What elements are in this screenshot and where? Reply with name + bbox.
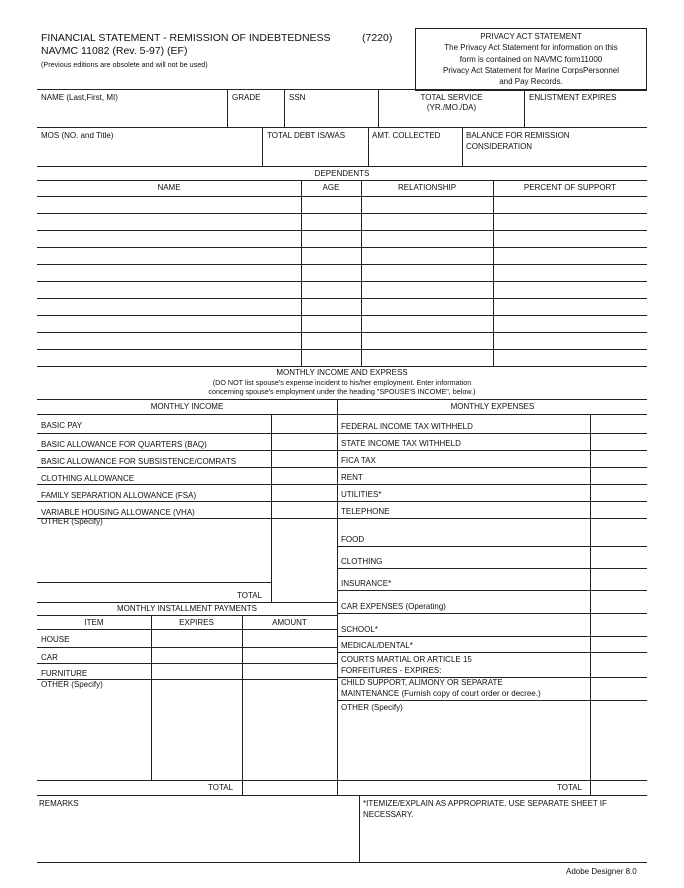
child-support-label-2: MAINTENANCE (Furnish copy of court order or decree.): [341, 689, 541, 698]
grade-field[interactable]: [228, 90, 284, 127]
expense-amount-input[interactable]: [591, 451, 647, 467]
income-item-label: FAMILY SEPARATION ALLOWANCE (FSA): [41, 491, 197, 500]
total-service-label: TOTAL SERVICE: [420, 93, 483, 102]
dependent-age-cell[interactable]: [302, 265, 361, 281]
name-field[interactable]: [37, 90, 227, 127]
installment-amount-input[interactable]: [243, 664, 337, 679]
installment-item-label: FURNITURE: [41, 669, 88, 678]
balance-label: BALANCE FOR REMISSION: [466, 131, 570, 140]
installments-header-item: ITEM: [84, 618, 104, 627]
software-footer: Adobe Designer 8.0: [566, 867, 637, 876]
dependent-name-cell[interactable]: [37, 299, 301, 315]
expense-item-label: STATE INCOME TAX WITHHELD: [341, 439, 461, 448]
privacy-title: PRIVACY ACT STATEMENT: [480, 32, 582, 41]
expense-item-label: INSURANCE*: [341, 579, 392, 588]
dependent-percent-cell[interactable]: [494, 248, 647, 264]
expense-item-label: CAR EXPENSES (Operating): [341, 602, 446, 611]
installment-amount-input[interactable]: [243, 648, 337, 663]
expense-amount-input[interactable]: [591, 591, 647, 613]
dependent-name-cell[interactable]: [37, 214, 301, 230]
courts-martial-amount[interactable]: [591, 653, 647, 677]
dependent-age-cell[interactable]: [302, 299, 361, 315]
mos-field[interactable]: [37, 128, 262, 166]
dependents-title: DEPENDENTS: [314, 169, 370, 178]
privacy-line: The Privacy Act Statement for information on this: [444, 43, 618, 52]
income-amount-input[interactable]: [272, 434, 337, 450]
forfeitures-label: FORFEITURES - EXPIRES:: [341, 666, 442, 675]
dependent-name-cell[interactable]: [37, 265, 301, 281]
income-expense-note-2: concerning spouse's employment under the heading "SPOUSE'S INCOME", below.): [208, 387, 476, 396]
income-total-label: TOTAL: [237, 591, 263, 600]
dependent-name-cell[interactable]: [37, 231, 301, 247]
expense-amount-input[interactable]: [591, 415, 647, 433]
itemize-note-2: NECESSARY.: [363, 810, 414, 819]
form-title: FINANCIAL STATEMENT - REMISSION OF INDEBTEDNESS: [41, 32, 331, 44]
dependent-name-cell[interactable]: [37, 333, 301, 349]
dependent-relationship-cell[interactable]: [362, 248, 493, 264]
dependent-age-cell[interactable]: [302, 350, 361, 366]
installment-expires-input[interactable]: [152, 648, 242, 663]
dependent-percent-cell[interactable]: [494, 282, 647, 298]
installment-amount-input[interactable]: [243, 630, 337, 647]
income-total-amount[interactable]: [272, 583, 337, 602]
privacy-line: Privacy Act Statement for Marine CorpsPersonnel: [442, 66, 620, 75]
installment-other-label: OTHER (Specify): [41, 680, 103, 689]
installment-item-label: CAR: [41, 653, 58, 662]
dependent-name-cell[interactable]: [37, 282, 301, 298]
expense-amount-input[interactable]: [591, 614, 647, 636]
income-amount-input[interactable]: [272, 415, 337, 433]
expense-item-label: FOOD: [341, 535, 365, 544]
income-amount-input[interactable]: [272, 451, 337, 467]
expense-item-label: MEDICAL/DENTAL*: [341, 641, 413, 650]
dependent-percent-cell[interactable]: [494, 214, 647, 230]
installments-header-amount: AMOUNT: [272, 618, 307, 627]
expense-other-label: OTHER (Specify): [341, 703, 403, 712]
income-item-label: CLOTHING ALLOWANCE: [41, 474, 135, 483]
dependent-percent-cell[interactable]: [494, 333, 647, 349]
expense-item-label: RENT: [341, 473, 363, 482]
dependent-relationship-cell[interactable]: [362, 214, 493, 230]
income-expense-title: MONTHLY INCOME AND EXPRESS: [276, 368, 408, 377]
expense-item-label: TELEPHONE: [341, 507, 390, 516]
income-item-label: BASIC PAY: [41, 421, 83, 430]
dependent-percent-cell[interactable]: [494, 350, 647, 366]
remarks-label: REMARKS: [39, 799, 79, 808]
dependent-age-cell[interactable]: [302, 214, 361, 230]
monthly-income-title: MONTHLY INCOME: [150, 402, 224, 411]
courts-martial-label: COURTS MARTIAL OR ARTICLE 15: [341, 655, 472, 664]
income-other-field[interactable]: [37, 519, 271, 582]
expense-amount-input[interactable]: [591, 502, 647, 518]
form-number: NAVMC 11082 (Rev. 5-97) (EF): [41, 45, 188, 57]
expense-amount-input[interactable]: [591, 434, 647, 450]
dependent-name-cell[interactable]: [37, 316, 301, 332]
expense-amount-input[interactable]: [591, 485, 647, 501]
form-code: (7220): [362, 32, 393, 44]
privacy-line: and Pay Records.: [499, 77, 563, 86]
installment-other-field[interactable]: [37, 680, 151, 780]
total-debt-label: TOTAL DEBT IS/WAS: [267, 131, 346, 140]
expense-item-label: CLOTHING: [341, 557, 383, 566]
dependent-percent-cell[interactable]: [494, 265, 647, 281]
privacy-line: form is contained on NAVMC form11000: [459, 55, 603, 64]
expense-other-amount[interactable]: [591, 701, 647, 780]
dependent-percent-cell[interactable]: [494, 231, 647, 247]
dependent-relationship-cell[interactable]: [362, 333, 493, 349]
enlistment-expires-field[interactable]: [525, 90, 647, 127]
dependent-name-cell[interactable]: [37, 350, 301, 366]
installment-expires-input[interactable]: [152, 664, 242, 679]
remarks-field[interactable]: [37, 796, 359, 862]
dependent-percent-cell[interactable]: [494, 197, 647, 213]
expense-item-label: FICA TAX: [341, 456, 376, 465]
dependent-relationship-cell[interactable]: [362, 350, 493, 366]
balance-field[interactable]: [463, 128, 647, 166]
dependent-relationship-cell[interactable]: [362, 282, 493, 298]
child-support-label: CHILD SUPPORT, ALIMONY OR SEPARATE: [341, 678, 503, 687]
income-other-amount[interactable]: [272, 519, 337, 582]
expenses-total-label: TOTAL: [557, 783, 583, 792]
amount-collected-label: AMT. COLLECTED: [372, 131, 441, 140]
installments-title: MONTHLY INSTALLMENT PAYMENTS: [116, 604, 258, 613]
total-service-unit: (YR./MO./DA): [426, 103, 477, 112]
mos-label: MOS (NO. and Title): [41, 131, 114, 140]
income-expense-note: (DO NOT list spouse's expense incident to his/her employment. Enter information: [212, 378, 472, 387]
dependent-percent-cell[interactable]: [494, 316, 647, 332]
expense-amount-input[interactable]: [591, 519, 647, 546]
expense-amount-input[interactable]: [591, 637, 647, 652]
dependent-age-cell[interactable]: [302, 333, 361, 349]
expense-amount-input[interactable]: [591, 468, 647, 484]
dependents-header-relationship: RELATIONSHIP: [397, 183, 457, 192]
installment-expires-input[interactable]: [152, 630, 242, 647]
dependent-age-cell[interactable]: [302, 282, 361, 298]
installment-item-label: HOUSE: [41, 635, 70, 644]
dependent-name-cell[interactable]: [37, 248, 301, 264]
monthly-expenses-title: MONTHLY EXPENSES: [450, 402, 535, 411]
dependent-age-cell[interactable]: [302, 316, 361, 332]
expenses-total-amount[interactable]: [591, 781, 647, 795]
dependents-header-percent: PERCENT OF SUPPORT: [523, 183, 617, 192]
dependent-name-cell[interactable]: [37, 197, 301, 213]
amount-collected-field[interactable]: [369, 128, 462, 166]
income-item-label: BASIC ALLOWANCE FOR SUBSISTENCE/COMRATS: [41, 457, 237, 466]
total-debt-field[interactable]: [263, 128, 368, 166]
total-service-field[interactable]: [379, 90, 524, 127]
installments-header-expires: EXPIRES: [179, 618, 214, 627]
expense-item-label: FEDERAL INCOME TAX WITHHELD: [341, 422, 473, 431]
dependent-relationship-cell[interactable]: [362, 316, 493, 332]
income-amount-input[interactable]: [272, 468, 337, 484]
income-item-label: VARIABLE HOUSING ALLOWANCE (VHA): [41, 508, 195, 517]
row-divider: [37, 366, 647, 367]
expense-item-label: UTILITIES*: [341, 490, 382, 499]
dependent-relationship-cell[interactable]: [362, 299, 493, 315]
income-other-label: OTHER (Specify): [41, 517, 103, 526]
dependents-header-age: AGE: [322, 183, 340, 192]
expense-other-field[interactable]: [338, 701, 590, 780]
dependent-relationship-cell[interactable]: [362, 231, 493, 247]
name-label: NAME (Last,First, MI): [41, 93, 118, 102]
income-item-label: BASIC ALLOWANCE FOR QUARTERS (BAQ): [41, 440, 207, 449]
obsolete-note: (Previous editions are obsolete and will not be used): [41, 60, 208, 69]
dependent-age-cell[interactable]: [302, 248, 361, 264]
installments-total-amount[interactable]: [243, 781, 337, 795]
dependent-age-cell[interactable]: [302, 231, 361, 247]
dependent-percent-cell[interactable]: [494, 299, 647, 315]
child-support-amount[interactable]: [591, 678, 647, 700]
ssn-label: SSN: [289, 93, 306, 102]
ssn-field[interactable]: [285, 90, 378, 127]
grade-label: GRADE: [232, 93, 261, 102]
installments-total-label: TOTAL: [208, 783, 234, 792]
dependent-relationship-cell[interactable]: [362, 197, 493, 213]
dependents-header-name: NAME: [157, 183, 181, 192]
dependent-age-cell[interactable]: [302, 197, 361, 213]
enlistment-expires-label: ENLISTMENT EXPIRES: [529, 93, 617, 102]
expense-amount-input[interactable]: [591, 569, 647, 590]
income-amount-input[interactable]: [272, 485, 337, 501]
itemize-note: *ITEMIZE/EXPLAIN AS APPROPRIATE. USE SEPARATE SHEET IF: [363, 799, 607, 808]
income-amount-input[interactable]: [272, 502, 337, 518]
expense-item-label: SCHOOL*: [341, 625, 378, 634]
dependent-relationship-cell[interactable]: [362, 265, 493, 281]
balance-label-2: CONSIDERATION: [466, 142, 533, 151]
expense-amount-input[interactable]: [591, 547, 647, 568]
